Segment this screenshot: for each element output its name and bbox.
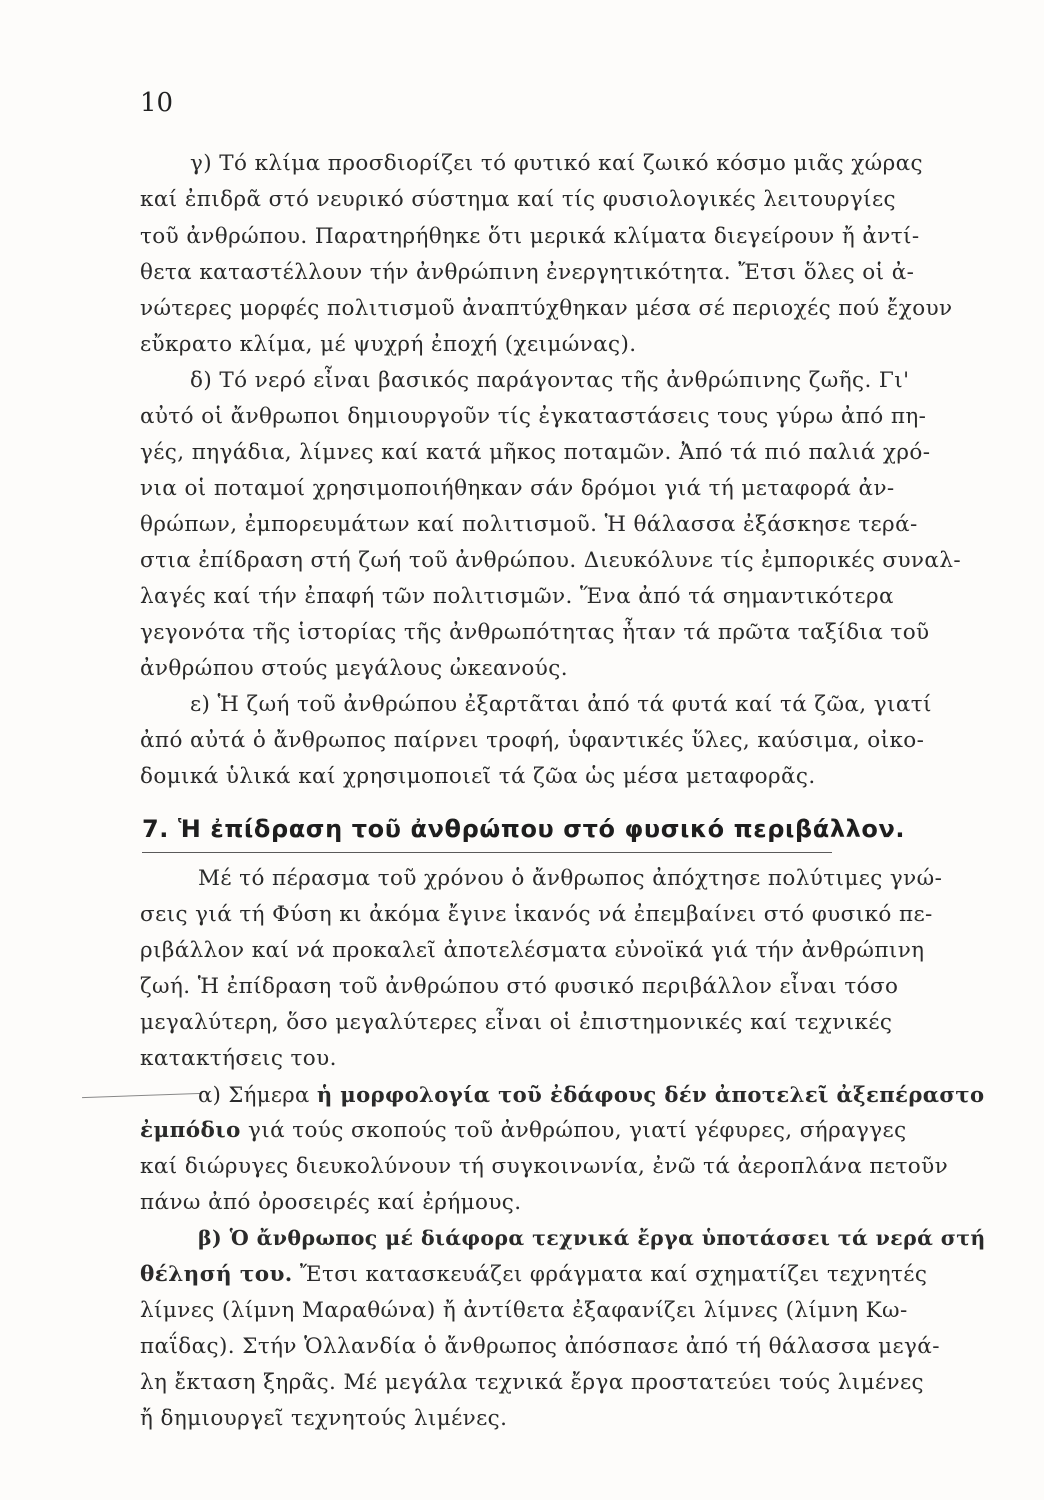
- text-line: λίμνες (λίμνη Μαραθώνα) ἤ ἀντίθετα ἐξαφανίζει λίμνες (λίμνη Κω-: [140, 1298, 908, 1323]
- text-line: [140, 1264, 927, 1286]
- text-line: ἤ δημιουργεῖ τεχνητούς λιμένες.: [140, 1406, 508, 1431]
- text-line: γεγονότα τῆς ἱστορίας τῆς ἀνθρωπότητας ἦταν τά πρῶτα ταξίδια τοῦ: [140, 620, 930, 645]
- text-line: στια ἐπίδραση στή ζωή τοῦ ἀνθρώπου. Διευκόλυνε τίς ἐμπορικές συναλ-: [140, 548, 962, 573]
- pencil-mark: [82, 1093, 202, 1098]
- text-line: [198, 1084, 984, 1105]
- text-line: νια οἱ ποταμοί χρησιμοποιήθηκαν σάν δρόμοι γιά τή μεταφορά ἀν-: [140, 476, 895, 501]
- bold-text: β) Ὁ ἄνθρωπος μέ διάφορα τεχνικά ἔργα ὑποτάσσει τά νερά στή: [198, 1226, 986, 1250]
- text-line: καί διώρυγες διευκολύνουν τή συγκοινωνία, ἐνῶ τά ἀεροπλάνα πετοῦν: [140, 1154, 949, 1179]
- bold-text: ἐμπόδιο: [140, 1118, 241, 1143]
- text-line: λαγές καί τήν ἐπαφή τῶν πολιτισμῶν. Ἕνα ἀπό τά σημαντικότερα: [140, 584, 894, 609]
- text-line: Μέ τό πέρασμα τοῦ χρόνου ὁ ἄνθρωπος ἀπόχτησε πολύτιμες γνώ-: [198, 866, 943, 891]
- text-line: [198, 1228, 986, 1248]
- text-line: ἀπό αὐτά ὁ ἄνθρωπος παίρνει τροφή, ὑφαντικές ὕλες, καύσιμα, οἰκο-: [140, 728, 925, 753]
- text-line: σεις γιά τή Φύση κι ἀκόμα ἔγινε ἱκανός νά ἐπεμβαίνει στό φυσικό πε-: [140, 902, 933, 927]
- text-line: ε) Ἡ ζωή τοῦ ἀνθρώπου ἐξαρτᾶται ἀπό τά φυτά καί τά ζῶα, γιατί: [190, 692, 932, 717]
- bold-text: θέλησή του.: [140, 1262, 293, 1287]
- text-line: θετα καταστέλλουν τήν ἀνθρώπινη ἐνεργητικότητα. Ἔτσι ὅλες οἱ ἀ-: [140, 260, 915, 285]
- text-line: εὔκρατο κλίμα, μέ ψυχρή ἐποχή (χειμώνας).: [140, 332, 637, 357]
- text-line: ἀνθρώπου στούς μεγάλους ὠκεανούς.: [140, 656, 568, 681]
- page-number: 10: [140, 88, 174, 118]
- heading-underline: [142, 852, 832, 853]
- text-line: ριβάλλον καί νά προκαλεῖ ἀποτελέσματα εὐνοϊκά γιά τήν ἀνθρώπινη: [140, 938, 925, 963]
- text-line: τοῦ ἀνθρώπου. Παρατηρήθηκε ὅτι μερικά κλίματα διεγείρουν ἤ ἀντί-: [140, 224, 920, 249]
- text-line: παΐδας). Στήν Ὁλλανδία ὁ ἄνθρωπος ἀπόσπασε ἀπό τή θάλασσα μεγά-: [140, 1334, 940, 1359]
- bold-text: ἡ μορφολογία τοῦ ἐδάφους δέν ἀποτελεῖ ἀξεπέραστο: [316, 1082, 985, 1107]
- text-line: μεγαλύτερη, ὅσο μεγαλύτερες εἶναι οἱ ἐπιστημονικές καί τεχνικές: [140, 1010, 893, 1035]
- text-line: γ) Τό κλίμα προσδιορίζει τό φυτικό καί ζωικό κόσμο μιᾶς χώρας: [190, 151, 923, 176]
- text-line: αὐτό οἱ ἄνθρωποι δημιουργοῦν τίς ἐγκαταστάσεις τους γύρω ἀπό πη-: [140, 404, 927, 429]
- text-line: λη ἔκταση ξηρᾶς. Μέ μεγάλα τεχνικά ἔργα προστατεύει τούς λιμένες: [140, 1370, 924, 1395]
- text-line: δ) Τό νερό εἶναι βασικός παράγοντας τῆς ἀνθρώπινης ζωῆς. Γι': [190, 368, 910, 393]
- text-line: γές, πηγάδια, λίμνες καί κατά μῆκος ποταμῶν. Ἀπό τά πιό παλιά χρό-: [140, 440, 931, 465]
- text-line: νώτερες μορφές πολιτισμοῦ ἀναπτύχθηκαν μέσα σέ περιοχές πού ἔχουν: [140, 296, 953, 321]
- text-line: κατακτήσεις του.: [140, 1046, 337, 1071]
- text-line: ζωή. Ἡ ἐπίδραση τοῦ ἀνθρώπου στό φυσικό περιβάλλον εἶναι τόσο: [140, 974, 899, 999]
- text-line: δομικά ὑλικά καί χρησιμοποιεῖ τά ζῶα ὡς μέσα μεταφορᾶς.: [140, 764, 816, 789]
- text-line: [140, 1120, 907, 1142]
- text-span: α) Σήμερα: [198, 1082, 317, 1107]
- text-span: Ἔτσι κατασκευάζει φράγματα καί σχηματίζει τεχνητές: [292, 1262, 928, 1287]
- text-line: πάνω ἀπό ὀροσειρές καί ἐρήμους.: [140, 1190, 522, 1215]
- text-line: θρώπων, ἐμπορευμάτων καί πολιτισμοῦ. Ἡ θάλασσα ἐξάσκησε τερά-: [140, 512, 918, 537]
- section-heading: 7. Ἡ ἐπίδραση τοῦ ἀνθρώπου στό φυσικό περιβάλλον.: [142, 815, 906, 843]
- text-span: γιά τούς σκοπούς τοῦ ἀνθρώπου, γιατί γέφυρες, σήραγγες: [240, 1118, 907, 1143]
- text-line: καί ἐπιδρᾶ στό νευρικό σύστημα καί τίς φυσιολογικές λειτουργίες: [140, 187, 896, 212]
